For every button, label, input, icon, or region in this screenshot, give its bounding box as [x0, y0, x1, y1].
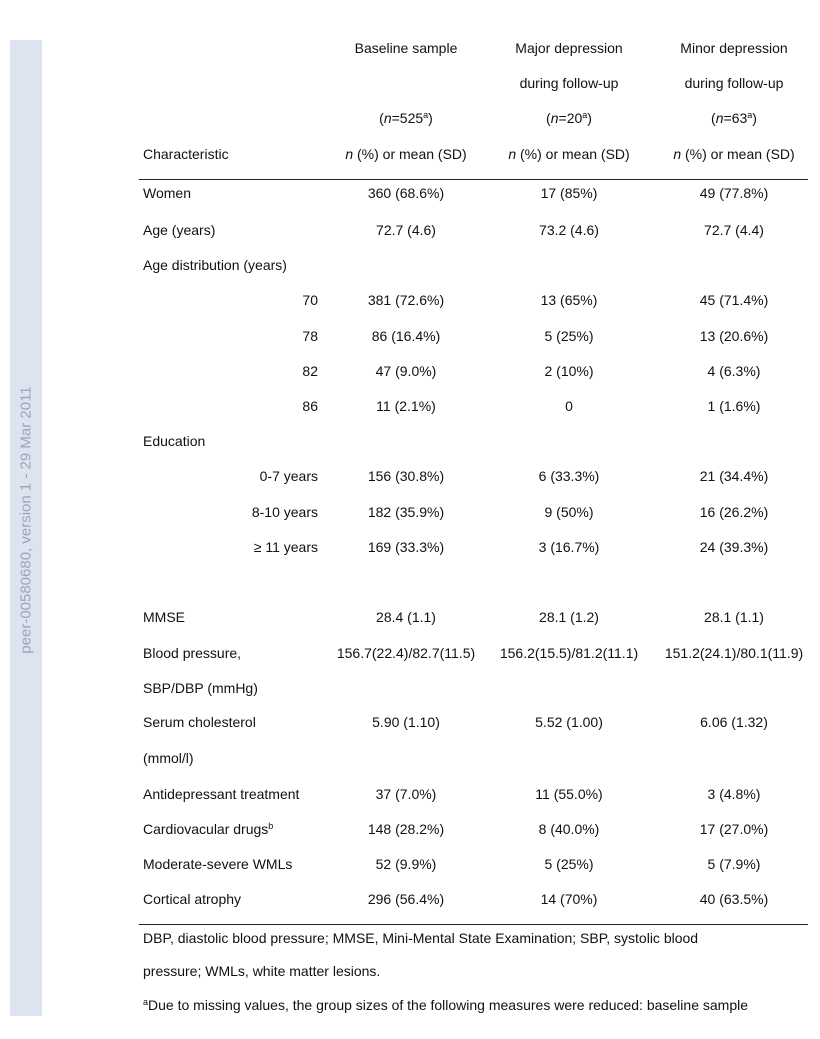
- cell-major: 2 (10%): [544, 363, 594, 379]
- cell-minor: 16 (26.2%): [699, 504, 769, 520]
- row-label: Serum cholesterol: [143, 714, 256, 730]
- cell-major: 0: [565, 398, 573, 414]
- cell-baseline: 148 (28.2%): [367, 821, 445, 837]
- row-label: Cardiovacular drugs$^b$: [143, 821, 274, 837]
- header-rule: [139, 179, 808, 180]
- header-major-title: Major depression: [515, 40, 623, 56]
- cell-major: 17 (85%): [540, 185, 598, 201]
- row-label: Moderate-severe WMLs: [143, 856, 293, 872]
- cell-major: 5.52 (1.00): [535, 714, 603, 730]
- bottom-rule: [139, 924, 808, 925]
- cell-baseline: 52 (9.9%): [375, 856, 437, 872]
- cell-minor: 24 (39.3%): [699, 539, 769, 555]
- cell-major: 13 (65%): [540, 292, 598, 308]
- row-sublabel: 0-7 years: [259, 468, 318, 484]
- row-sublabel: ≥ 11 years: [253, 539, 318, 555]
- row-label: Age (years): [143, 222, 216, 238]
- cell-major: 73.2 (4.6): [539, 222, 599, 238]
- cell-baseline: 182 (35.9%): [367, 504, 445, 520]
- cell-baseline: 360 (68.6%): [367, 185, 445, 201]
- cell-major: 9 (50%): [544, 504, 594, 520]
- cell-major: 14 (70%): [540, 891, 598, 907]
- cell-major: 3 (16.7%): [538, 539, 600, 555]
- cell-minor: 4 (6.3%): [707, 363, 761, 379]
- row-label: MMSE: [143, 609, 185, 625]
- cell-baseline: 47 (9.0%): [375, 363, 437, 379]
- cell-baseline: 169 (33.3%): [367, 539, 445, 555]
- cell-baseline: 72.7 (4.6): [376, 222, 436, 238]
- cell-minor: 3 (4.8%): [707, 786, 761, 802]
- header-major-n: $(n=20^a)$: [546, 110, 592, 126]
- header-minor-stat: n (%) or mean (SD): [673, 146, 795, 162]
- cell-minor: 45 (71.4%): [699, 292, 769, 308]
- cell-major: 5 (25%): [544, 328, 594, 344]
- cell-minor: 5 (7.9%): [707, 856, 761, 872]
- footnote-abbreviations: DBP, diastolic blood pressure; MMSE, Mini-Mental State Examination; SBP, systolic blood: [143, 930, 699, 946]
- version-watermark: peer-00580680, version 1 - 29 Mar 2011: [17, 386, 35, 654]
- row-sublabel: 82: [302, 363, 318, 379]
- cell-major: 5 (25%): [544, 856, 594, 872]
- row-label: Age distribution (years): [143, 257, 287, 273]
- cell-baseline: 5.90 (1.10): [372, 714, 440, 730]
- cell-minor: 40 (63.5%): [699, 891, 769, 907]
- cell-minor: 13 (20.6%): [699, 328, 769, 344]
- cell-baseline: 28.4 (1.1): [376, 609, 436, 625]
- row-label-continued: (mmol/l): [143, 750, 194, 766]
- cell-minor: 17 (27.0%): [699, 821, 769, 837]
- cell-baseline: 86 (16.4%): [371, 328, 441, 344]
- row-label: Cortical atrophy: [143, 891, 242, 907]
- cell-major: 28.1 (1.2): [539, 609, 599, 625]
- cell-minor: 28.1 (1.1): [704, 609, 764, 625]
- cell-minor: 49 (77.8%): [699, 185, 769, 201]
- cell-major: 11 (55.0%): [535, 786, 603, 802]
- cell-major: 156.2(15.5)/81.2(11.1): [499, 645, 639, 661]
- row-label: Women: [143, 185, 191, 201]
- row-label-continued: SBP/DBP (mmHg): [143, 680, 258, 696]
- cell-major: 8 (40.0%): [538, 821, 600, 837]
- cell-minor: 6.06 (1.32): [700, 714, 768, 730]
- row-label: Antidepressant treatment: [143, 786, 300, 802]
- cell-baseline: 156 (30.8%): [367, 468, 445, 484]
- header-minor-subtitle: during follow-up: [684, 75, 784, 91]
- row-sublabel: 78: [302, 328, 318, 344]
- cell-minor: 72.7 (4.4): [704, 222, 764, 238]
- header-baseline-n: $(n=525^a)$: [379, 110, 433, 126]
- cell-minor: 21 (34.4%): [699, 468, 769, 484]
- header-characteristic: Characteristic: [143, 146, 229, 162]
- header-baseline-title: Baseline sample: [354, 40, 458, 56]
- cell-baseline: 37 (7.0%): [375, 786, 437, 802]
- row-label: Blood pressure,: [143, 645, 242, 661]
- header-major-subtitle: during follow-up: [519, 75, 619, 91]
- row-sublabel: 8-10 years: [251, 504, 318, 520]
- header-baseline-stat: n (%) or mean (SD): [345, 146, 467, 162]
- header-minor-title: Minor depression: [680, 40, 788, 56]
- row-sublabel: 70: [302, 292, 318, 308]
- cell-baseline: 156.7(22.4)/82.7(11.5): [336, 645, 476, 661]
- cell-baseline: 11 (2.1%): [376, 398, 436, 414]
- cell-minor: 1 (1.6%): [707, 398, 761, 414]
- row-label: Education: [143, 433, 206, 449]
- footnote-a: $^a$Due to missing values, the group sizes of the following measures were reduced: baseline sample: [143, 997, 748, 1013]
- cell-major: 6 (33.3%): [538, 468, 600, 484]
- footnote-abbreviations-continued: pressure; WMLs, white matter lesions.: [143, 963, 381, 979]
- cell-baseline: 381 (72.6%): [367, 292, 445, 308]
- cell-baseline: 296 (56.4%): [367, 891, 445, 907]
- header-major-stat: n (%) or mean (SD): [508, 146, 630, 162]
- cell-minor: 151.2(24.1)/80.1(11.9): [664, 645, 804, 661]
- header-minor-n: $(n=63^a)$: [711, 110, 757, 126]
- row-sublabel: 86: [302, 398, 318, 414]
